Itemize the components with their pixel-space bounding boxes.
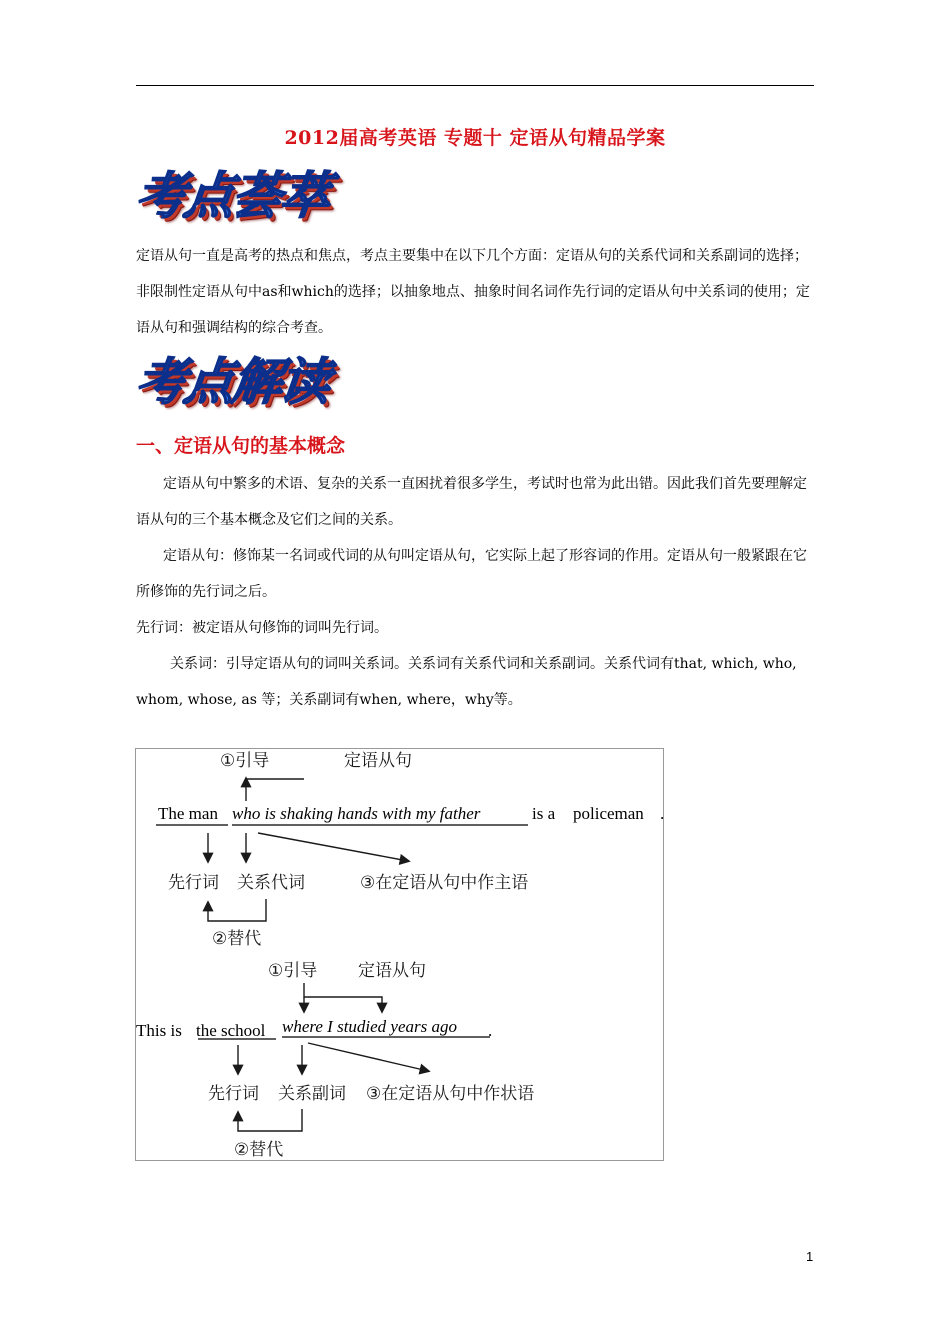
ex2-guide-connector (304, 983, 382, 1011)
ex2-antecedent-label: 先行词 (208, 1084, 259, 1104)
paragraph-relative-words: 关系词：引导定语从句的词叫关系词。关系词有关系代词和关系副词。关系代词有that, which, who, whom, whose, as 等；关系副词有when, where，why等。 (136, 656, 797, 708)
page-number: 1 (806, 1249, 814, 1264)
ex1-sentence-mid: is a (532, 804, 556, 823)
ex1-sentence-clause: who is shaking hands with my father (232, 804, 481, 823)
document-title: 2012届高考英语 专题十 定语从句精品学案 (284, 127, 666, 149)
ex1-sentence-end: policeman (573, 804, 644, 823)
ex2-arrow-role (308, 1043, 428, 1071)
heading-analysis-art: 考点解读 (132, 352, 332, 411)
ex2-replace-arrow (238, 1109, 302, 1131)
overview-text: 定语从句一直是高考的热点和焦点，考点主要集中在以下几个方面：定语从句的关系代词和关系副词的选择；非限制性定语从句中as和which的选择；以抽象地点、抽象时间名词作先行词的定语从句中关系词的使用；定语从句和强调结构的综合考查。 (136, 248, 810, 336)
ex1-replace-arrow (208, 899, 266, 921)
ex2-guide-label: ①引导 (268, 961, 318, 981)
section-body (136, 466, 816, 718)
ex1-arrow-role (258, 833, 408, 861)
ex1-clause-label: 定语从句 (344, 751, 412, 771)
ex2-role-label: ③在定语从句中作状语 (366, 1084, 535, 1104)
paragraph-definition: 定语从句：修饰某一名词或代词的从句叫定语从句，它实际上起了形容词的作用。定语从句一般紧跟在它所修饰的先行词之后。 (136, 548, 807, 600)
ex2-replace-label: ②替代 (234, 1140, 284, 1160)
section-heading: 一、定语从句的基本概念 (136, 435, 346, 457)
ex2-sentence-start: This is (136, 1021, 182, 1040)
ex1-relword-label: 关系代词 (237, 873, 305, 893)
header-rule (136, 85, 814, 86)
ex1-sentence-period: . (660, 804, 665, 823)
paragraph-intro: 定语从句中繁多的术语、复杂的关系一直困扰着很多学生，考试时也常为此出错。因此我们首先要理解定语从句的三个基本概念及它们之间的关系。 (136, 476, 807, 528)
ex1-guide-label: ①引导 (220, 751, 270, 771)
ex1-role-label: ③在定语从句中作主语 (360, 873, 529, 893)
ex2-clause-label: 定语从句 (358, 961, 426, 981)
paragraph-antecedent: 先行词：被定语从句修饰的词叫先行词。 (136, 620, 388, 636)
ex2-sentence-period: . (488, 1021, 493, 1040)
relative-clause-diagram (135, 748, 664, 1161)
ex2-sentence-clause: where I studied years ago (282, 1017, 458, 1036)
ex1-sentence-start: The man (158, 804, 218, 823)
ex1-replace-label: ②替代 (212, 929, 262, 949)
overview-paragraph (136, 238, 816, 346)
ex1-antecedent-label: 先行词 (168, 873, 219, 893)
heading-overview-art: 考点荟萃 (132, 166, 332, 225)
ex2-sentence-noun: the school (196, 1021, 266, 1040)
diagram-svg (136, 749, 663, 1160)
ex2-relword-label: 关系副词 (278, 1084, 346, 1104)
